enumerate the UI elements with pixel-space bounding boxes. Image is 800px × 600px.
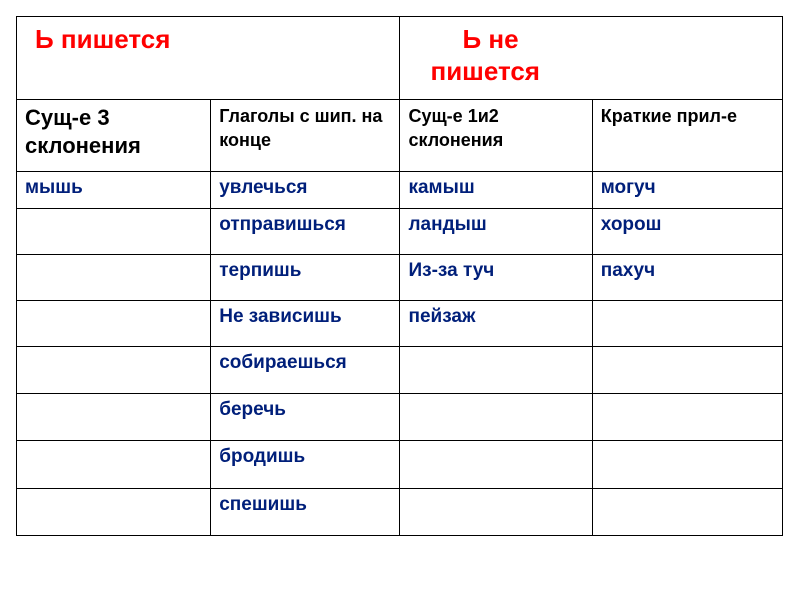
table-cell [400, 489, 592, 536]
table-cell [592, 347, 782, 394]
table-row [17, 209, 783, 255]
table-cell [17, 301, 211, 347]
table-cell [400, 394, 592, 441]
table-cell: пахуч [592, 255, 782, 301]
table-row [17, 347, 783, 394]
table-row [17, 394, 783, 441]
table-cell [592, 301, 782, 347]
header-soft-sign-written: Ь пишется [17, 17, 400, 100]
subheader-short-adjectives: Краткие прил-е [592, 100, 782, 172]
table-cell: спешишь [211, 489, 400, 536]
table-cell [400, 347, 592, 394]
table-cell [400, 441, 592, 489]
table-cell: ландыш [400, 209, 592, 255]
table-cell: бродишь [211, 441, 400, 489]
subheader-nouns-3rd-declension: Сущ-е 3 склонения [17, 100, 211, 172]
table-row [17, 172, 783, 209]
table-row [17, 255, 783, 301]
table-cell: Из-за туч [400, 255, 592, 301]
table-cell [592, 489, 782, 536]
table-cell [17, 489, 211, 536]
table-cell: пейзаж [400, 301, 592, 347]
table-cell [592, 441, 782, 489]
table-cell: увлечься [211, 172, 400, 209]
table-row [17, 489, 783, 536]
table-cell: беречь [211, 394, 400, 441]
table-cell [17, 255, 211, 301]
spelling-table [16, 16, 783, 536]
header-row [17, 17, 783, 100]
subheader-row [17, 100, 783, 172]
header-soft-sign-not-written [400, 17, 783, 100]
table-cell: мышь [17, 172, 211, 209]
table-cell: хорош [592, 209, 782, 255]
table-cell [17, 209, 211, 255]
table-row [17, 301, 783, 347]
table-cell: Не зависишь [211, 301, 400, 347]
header-right-line2: пишется [430, 56, 540, 86]
table-cell: терпишь [211, 255, 400, 301]
subheader-nouns-1st-2nd-declension: Сущ-е 1и2 склонения [400, 100, 592, 172]
table-cell [17, 394, 211, 441]
table-cell: могуч [592, 172, 782, 209]
table-cell: камыш [400, 172, 592, 209]
table-cell [17, 441, 211, 489]
subheader-verbs-sibilant-ending: Глаголы с шип. на конце [211, 100, 400, 172]
table-cell: собираешься [211, 347, 400, 394]
table-cell: отправишься [211, 209, 400, 255]
table-row [17, 441, 783, 489]
header-right-line1: Ь не [462, 24, 519, 54]
table-cell [17, 347, 211, 394]
table-cell [592, 394, 782, 441]
